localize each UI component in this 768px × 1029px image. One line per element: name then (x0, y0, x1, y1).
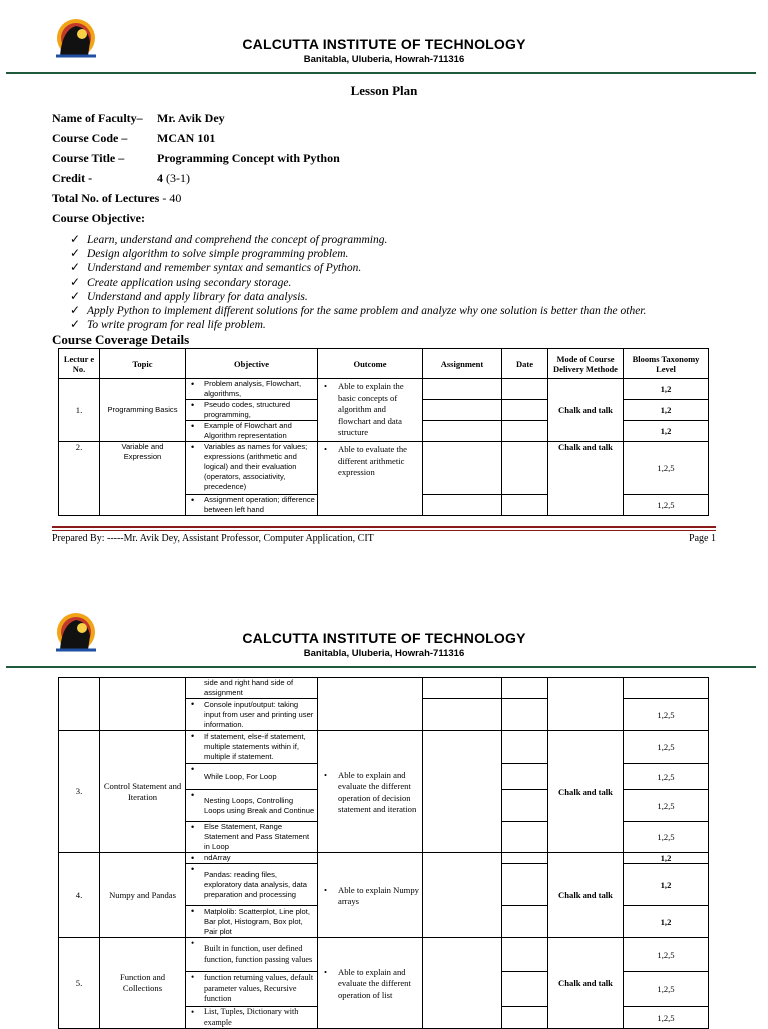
outcome-cell (318, 678, 423, 731)
delivery-mode-cell: Chalk and talk (548, 442, 624, 516)
faculty-value: Mr. Avik Dey (157, 111, 225, 125)
checkmark-icon: ✓ (70, 317, 81, 332)
assignment-cell (423, 421, 502, 442)
objective-cell: • Assignment operation; difference between left hand (186, 495, 318, 516)
objective-cell: • List, Tuples, Dictionary with example (186, 1007, 318, 1029)
date-cell (502, 1007, 548, 1029)
course-title-label: Course Title – (52, 151, 125, 165)
coverage-title: Course Coverage Details (52, 332, 190, 347)
date-cell (502, 790, 548, 822)
objective-item: ✓ Design algorithm to solve simple programming problem. (70, 246, 349, 261)
lectures-label: Total No. of Lectures (52, 191, 160, 205)
blooms-level: 1,2 (624, 400, 709, 421)
delivery-mode-cell (548, 678, 624, 731)
blooms-level: 1,2,5 (624, 699, 709, 731)
institute-name: CALCUTTA INSTITUTE OF TECHNOLOGY (242, 36, 526, 52)
assignment-cell (423, 699, 502, 731)
blooms-level: 1,2,5 (624, 938, 709, 972)
credit-label: Credit - (52, 171, 93, 185)
table-header-row (59, 349, 709, 379)
blooms-level: 1,2,5 (624, 790, 709, 822)
blooms-level (624, 678, 709, 699)
objective-item: ✓ Understand and remember syntax and semantics of Python. (70, 260, 362, 275)
date-cell (502, 421, 548, 442)
table-row (59, 853, 709, 864)
objective-item: ✓ Apply Python to implement different solutions for the same problem and analyze why one solution is better than the other. (70, 302, 647, 317)
checkmark-icon: ✓ (70, 274, 81, 289)
objective-item: ✓ Understand and apply library for data analysis. (70, 288, 308, 303)
date-cell (502, 442, 548, 495)
blooms-level: 1,2,5 (624, 495, 709, 516)
blooms-level: 1,2 (624, 906, 709, 938)
table-row (59, 678, 709, 699)
outcome-cell: • Able to explain and evaluate the different operation of list (318, 938, 423, 1029)
objective-cell: side and right hand side of assignment (186, 678, 318, 699)
blooms-level: 1,2 (624, 864, 709, 906)
blooms-level: 1,2,5 (624, 442, 709, 495)
course-info (52, 108, 340, 228)
course-coverage-table (58, 348, 709, 516)
table-row (59, 938, 709, 972)
lecture-no: 1. (59, 379, 100, 442)
page-footer (52, 533, 716, 544)
objective-cell: • Console input/output: taking input from user and printing user information. (186, 699, 318, 731)
table-row (59, 731, 709, 764)
col-topic: Topic (100, 349, 186, 379)
date-cell (502, 906, 548, 938)
blooms-level: 1,2,5 (624, 764, 709, 790)
lecture-no: 2. (59, 442, 100, 516)
course-title-value: Programming Concept with Python (157, 151, 340, 165)
page-number: Page 1 (689, 533, 716, 544)
date-cell (502, 864, 548, 906)
delivery-mode-cell: Chalk and talk (548, 938, 624, 1029)
date-cell (502, 972, 548, 1007)
prepared-by: Prepared By: -----Mr. Avik Dey, Assistant Professor, Computer Application, CIT (52, 533, 374, 544)
checkmark-icon: ✓ (70, 246, 81, 261)
col-outcome: Outcome (318, 349, 423, 379)
objective-cell: • If statement, else-if statement, multiple statements within if, multiple if statement. (186, 731, 318, 764)
objective-cell: • Problem analysis, Flowchart, algorithms, (186, 379, 318, 400)
topic-cell: Function and Collections (100, 938, 186, 1029)
blooms-level: 1,2 (624, 421, 709, 442)
col-lecture: Lectur e No. (59, 349, 100, 379)
delivery-mode-cell: Chalk and talk (548, 731, 624, 853)
header-divider (6, 666, 756, 668)
course-code-label: Course Code – (52, 131, 128, 145)
objective-cell: • Matplolib: Scatterplot, Line plot, Bar plot, Histogram, Box plot, Pair plot (186, 906, 318, 938)
col-objective: Objective (186, 349, 318, 379)
blooms-level: 1,2,5 (624, 1007, 709, 1029)
assignment-cell (423, 853, 502, 938)
objective-cell: • Nesting Loops, Controlling Loops using Break and Continue (186, 790, 318, 822)
col-blooms: Blooms Taxonomy Level (624, 349, 709, 379)
lecture-no: 4. (59, 853, 100, 938)
document-title: Lesson Plan (350, 83, 418, 98)
blooms-level: 1,2,5 (624, 822, 709, 853)
table-row (59, 379, 709, 400)
delivery-mode-cell: Chalk and talk (548, 853, 624, 938)
date-cell (502, 938, 548, 972)
objective-item: ✓ To write program for real life problem. (70, 317, 266, 332)
header-divider (6, 72, 756, 74)
objective-cell: • Example of Flowchart and Algorithm representation (186, 421, 318, 442)
assignment-cell (423, 938, 502, 1029)
table-row (59, 442, 709, 495)
blooms-level: 1,2 (624, 853, 709, 864)
objective-list (70, 232, 646, 331)
faculty-label: Name of Faculty– (52, 111, 143, 125)
lecture-no: 5. (59, 938, 100, 1029)
objective-cell: • Pseudo codes, structured programming, (186, 400, 318, 421)
date-cell (502, 379, 548, 400)
outcome-cell: • Able to explain Numpy arrays (318, 853, 423, 938)
assignment-cell (423, 678, 502, 699)
lectures-value: - 40 (159, 191, 182, 205)
date-cell (502, 853, 548, 864)
blooms-level: 1,2,5 (624, 731, 709, 764)
outcome-cell: • Able to evaluate the different arithmetic expression (318, 442, 423, 516)
assignment-cell (423, 495, 502, 516)
objective-item: ✓ Create application using secondary storage. (70, 274, 292, 289)
date-cell (502, 400, 548, 421)
lecture-no: 3. (59, 731, 100, 853)
col-assignment: Assignment (423, 349, 502, 379)
objective-cell: • Else Statement, Range Statement and Pass Statement in Loop (186, 822, 318, 853)
objective-cell: • While Loop, For Loop (186, 764, 318, 790)
delivery-mode-cell: Chalk and talk (548, 379, 624, 442)
topic-cell: Programming Basics (100, 379, 186, 442)
date-cell (502, 822, 548, 853)
assignment-cell (423, 731, 502, 853)
topic-cell: Variable and Expression (100, 442, 186, 516)
topic-cell: Numpy and Pandas (100, 853, 186, 938)
col-mode: Mode of Course Delivery Methode (548, 349, 624, 379)
objective-cell: • Variables as names for values; expressions (arithmetic and logical) and their evaluation (operators, associativity, precedence) (186, 442, 318, 495)
credit-split: (3-1) (163, 171, 190, 185)
course-code-value: MCAN 101 (157, 131, 216, 145)
date-cell (502, 699, 548, 731)
lecture-no (59, 678, 100, 731)
objective-cell: • function returning values, default parameter values, Recursive function (186, 972, 318, 1007)
institute-address: Banitabla, Uluberia, Howrah-711316 (303, 54, 465, 65)
topic-cell: Control Statement and Iteration (100, 731, 186, 853)
objective-label: Course Objective: (52, 211, 145, 225)
assignment-cell (423, 400, 502, 421)
course-coverage-table-continued (58, 677, 709, 1029)
date-cell (502, 731, 548, 764)
assignment-cell (423, 379, 502, 400)
checkmark-icon: ✓ (70, 288, 81, 303)
date-cell (502, 678, 548, 699)
objective-cell: • Pandas: reading files, exploratory data analysis, data preparation and processing (186, 864, 318, 906)
checkmark-icon: ✓ (70, 260, 81, 275)
outcome-cell: • Able to explain and evaluate the different operation of decision statement and iteration (318, 731, 423, 853)
institute-address: Banitabla, Uluberia, Howrah-711316 (303, 648, 465, 659)
page-2 (0, 600, 768, 1027)
outcome-cell: • Able to explain the basic concepts of algorithm and flowchart and data structure (318, 379, 423, 442)
objective-item: ✓ Learn, understand and comprehend the concept of programming. (70, 232, 388, 246)
date-cell (502, 764, 548, 790)
topic-cell (100, 678, 186, 731)
footer-divider (52, 526, 716, 531)
blooms-level: 1,2,5 (624, 972, 709, 1007)
date-cell (502, 495, 548, 516)
objective-cell: • Built in function, user defined function, function passing values (186, 938, 318, 972)
checkmark-icon: ✓ (70, 302, 81, 317)
objective-cell: • ndArray (186, 853, 318, 864)
col-date: Date (502, 349, 548, 379)
institute-name: CALCUTTA INSTITUTE OF TECHNOLOGY (242, 630, 526, 646)
checkmark-icon: ✓ (70, 232, 81, 246)
blooms-level: 1,2 (624, 379, 709, 400)
credit-value: 4 (157, 171, 163, 185)
assignment-cell (423, 442, 502, 495)
